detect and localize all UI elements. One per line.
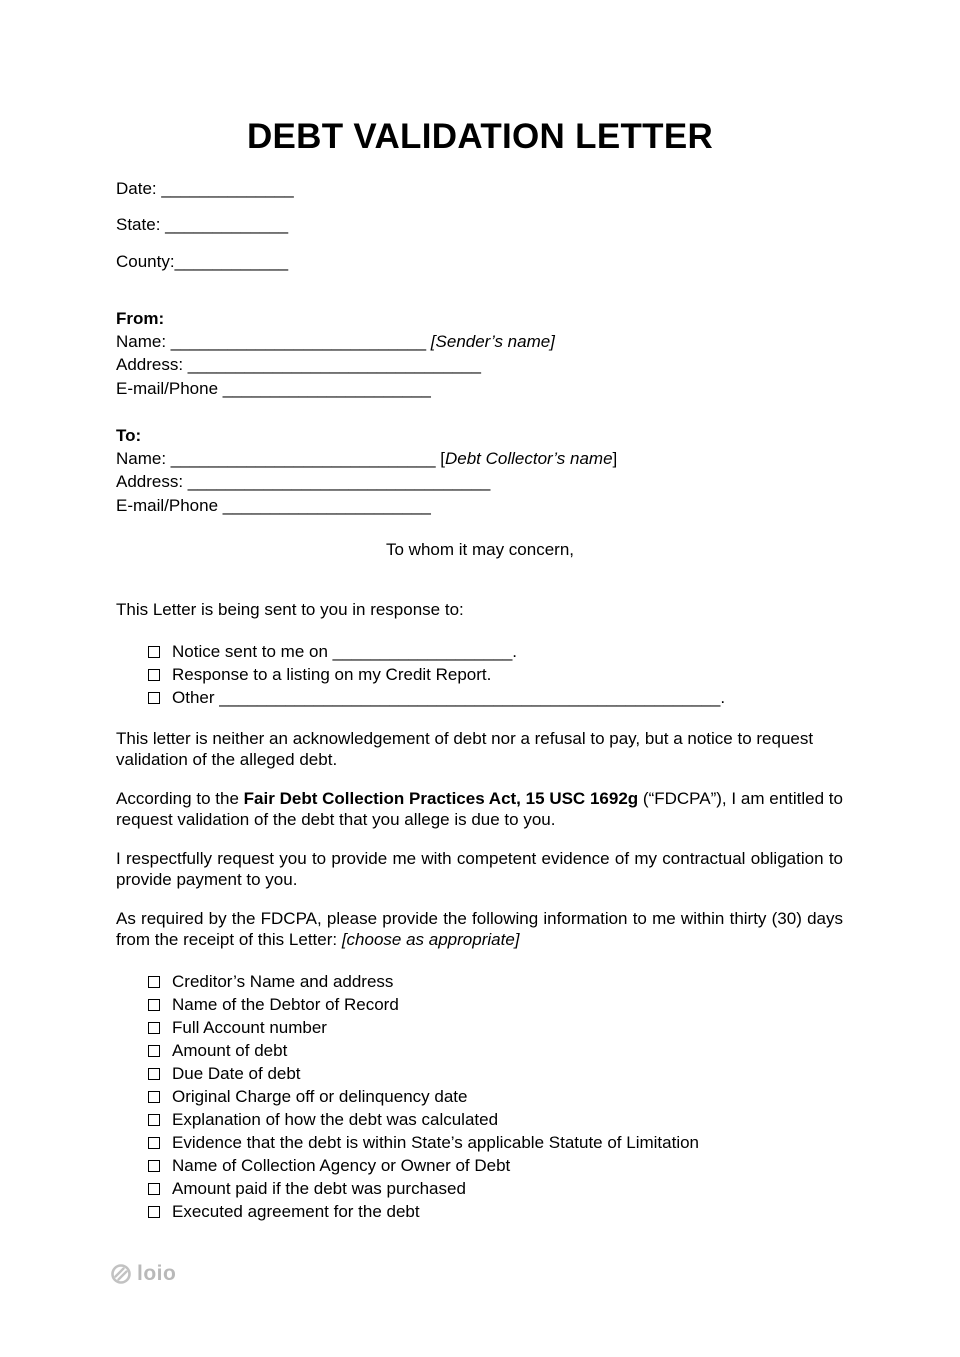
from-address-field: Address: _______________________________: [116, 355, 481, 374]
info-item[interactable]: [148, 1085, 699, 1108]
checkbox[interactable]: [148, 1183, 160, 1195]
info-item-label: Full Account number: [172, 1018, 327, 1037]
info-item[interactable]: [148, 1154, 699, 1177]
paragraph-required-info-text: As required by the FDCPA, please provide the following information to me within thirty (30) days from the receipt of this Letter:: [116, 909, 843, 949]
response-option-label: Other _____________________________________________________.: [172, 688, 726, 707]
loio-logo-text: loio: [137, 1262, 177, 1285]
paragraph-fdcpa: [116, 789, 843, 830]
from-name-label: Name: ___________________________: [116, 332, 431, 351]
checkbox[interactable]: [148, 692, 160, 704]
checkbox[interactable]: [148, 1160, 160, 1172]
to-name-field: [116, 447, 617, 470]
info-items-list: [148, 970, 699, 1223]
checkbox[interactable]: [148, 999, 160, 1011]
info-item-label: Executed agreement for the debt: [172, 1202, 420, 1221]
date-field: Date: ______________: [116, 179, 294, 198]
response-options-list: [148, 640, 725, 709]
salutation: To whom it may concern,: [385, 540, 574, 559]
checkbox[interactable]: [148, 1022, 160, 1034]
from-heading: From:: [116, 309, 165, 328]
info-item[interactable]: [148, 1177, 699, 1200]
info-item-label: Due Date of debt: [172, 1064, 301, 1083]
to-name-label: Name: ____________________________ [: [116, 449, 445, 468]
info-item-label: Explanation of how the debt was calculated: [172, 1110, 499, 1129]
info-item[interactable]: [148, 1131, 699, 1154]
info-item[interactable]: [148, 1200, 699, 1223]
response-option-label: Notice sent to me on ___________________.: [172, 642, 517, 661]
to-contact-field: E-mail/Phone ______________________: [116, 496, 431, 515]
checkbox[interactable]: [148, 669, 160, 681]
info-item-label: Original Charge off or delinquency date: [172, 1087, 468, 1106]
response-option[interactable]: [148, 640, 725, 663]
from-name-field: [116, 330, 555, 353]
info-item-label: Name of Collection Agency or Owner of Debt: [172, 1156, 511, 1175]
info-item-label: Creditor’s Name and address: [172, 972, 394, 991]
info-item[interactable]: [148, 993, 699, 1016]
response-intro: This Letter is being sent to you in response to:: [116, 600, 464, 619]
paragraph-acknowledgement: This letter is neither an acknowledgement of debt nor a refusal to pay, but a notice to request validation of the alleged debt.: [116, 729, 814, 769]
checkbox[interactable]: [148, 1045, 160, 1057]
info-item[interactable]: [148, 1016, 699, 1039]
info-item[interactable]: [148, 1039, 699, 1062]
checkbox[interactable]: [148, 1137, 160, 1149]
to-address-field: Address: ________________________________: [116, 472, 491, 491]
from-contact-field: E-mail/Phone ______________________: [116, 379, 431, 398]
response-option[interactable]: [148, 686, 725, 709]
loio-logo-icon: [110, 1263, 132, 1285]
paragraph-fdcpa-text: According to the: [116, 789, 244, 808]
to-name-hint: Debt Collector’s name: [444, 449, 613, 468]
checkbox[interactable]: [148, 1068, 160, 1080]
paragraph-request: I respectfully request you to provide me with competent evidence of my contractual obligation to provide payment to you.: [116, 849, 843, 889]
loio-logo: [110, 1262, 176, 1285]
to-name-suffix: ]: [612, 449, 618, 468]
info-item-label: Name of the Debtor of Record: [172, 995, 399, 1014]
from-name-hint: [Sender’s name]: [430, 332, 555, 351]
response-option[interactable]: [148, 663, 725, 686]
checkbox[interactable]: [148, 1091, 160, 1103]
choose-hint: [choose as appropriate]: [341, 929, 520, 949]
info-item[interactable]: [148, 970, 699, 993]
to-heading: To:: [116, 426, 142, 445]
response-option-label: Response to a listing on my Credit Report.: [172, 665, 492, 684]
fdcpa-act-name: Fair Debt Collection Practices Act, 15 USC 1692g: [243, 789, 639, 808]
paragraph-fdcpa-text-end: (“FDCPA”), I am entitled to request validation of the debt that you allege is due to you.: [116, 789, 843, 829]
checkbox[interactable]: [148, 646, 160, 658]
info-item[interactable]: [148, 1108, 699, 1131]
info-item-label: Amount paid if the debt was purchased: [172, 1179, 466, 1198]
state-field: State: _____________: [116, 215, 289, 234]
info-item[interactable]: [148, 1062, 699, 1085]
document-title: DEBT VALIDATION LETTER: [246, 117, 714, 156]
info-item-label: Evidence that the debt is within State’s applicable Statute of Limitation: [172, 1133, 700, 1152]
county-field: County:____________: [116, 252, 289, 271]
checkbox[interactable]: [148, 976, 160, 988]
paragraph-required-info: [116, 909, 843, 950]
checkbox[interactable]: [148, 1114, 160, 1126]
checkbox[interactable]: [148, 1206, 160, 1218]
info-item-label: Amount of debt: [172, 1041, 288, 1060]
